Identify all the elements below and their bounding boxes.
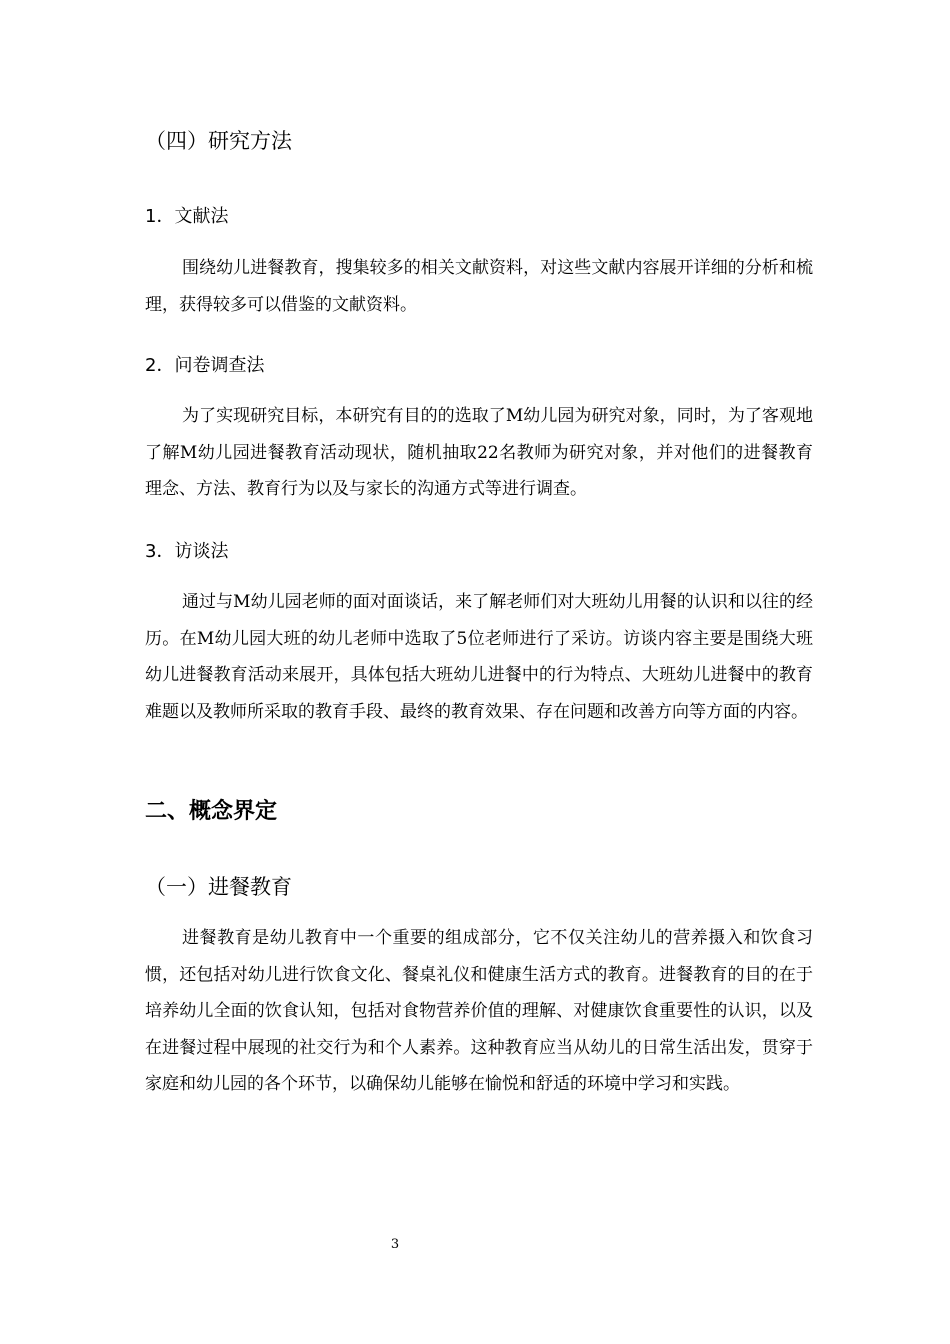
- page-number: 3: [390, 1237, 400, 1252]
- item-heading-interview-method: 3．访谈法: [145, 541, 229, 562]
- section-heading-research-methods: （四）研究方法: [145, 129, 292, 153]
- paragraph-interview-method: 通过与M幼儿园老师的面对面谈话，来了解老师们对大班幼儿用餐的认识和以往的经历。在M幼儿园大班的幼儿老师中选取了5位老师进行了采访。访谈内容主要是围绕大班幼儿进餐教育活动来展开，具体包括大班幼儿进餐中的行为特点、大班幼儿进餐中的教育难题以及教师所采取的教育手段、最终的教育效果、存在问题和改善方向等方面的内容。: [145, 592, 813, 722]
- paragraph-literature-method: 围绕幼儿进餐教育，搜集较多的相关文献资料，对这些文献内容展开详细的分析和梳理，获得较多可以借鉴的文献资料。: [145, 258, 813, 315]
- section-heading-dining-education: （一）进餐教育: [145, 875, 292, 899]
- item-heading-literature-method: 1．文献法: [145, 206, 229, 227]
- item-heading-questionnaire-method: 2．问卷调查法: [145, 355, 265, 376]
- paragraph-dining-education: 进餐教育是幼儿教育中一个重要的组成部分，它不仅关注幼儿的营养摄入和饮食习惯，还包括对幼儿进行饮食文化、餐桌礼仪和健康生活方式的教育。进餐教育的目的在于培养幼儿全面的饮食认知，包括对食物营养价值的理解、对健康饮食重要性的认识，以及在进餐过程中展现的社交行为和个人素养。这种教育应当从幼儿的日常生活出发，贯穿于家庭和幼儿园的各个环节，以确保幼儿能够在愉悦和舒适的环境中学习和实践。: [145, 928, 813, 1094]
- paragraph-questionnaire-method: 为了实现研究目标，本研究有目的的选取了M幼儿园为研究对象，同时，为了客观地了解M幼儿园进餐教育活动现状，随机抽取22名教师为研究对象，并对他们的进餐教育理念、方法、教育行为以及与家长的沟通方式等进行调查。: [145, 406, 813, 499]
- chapter-heading-concepts: 二、概念界定: [145, 799, 278, 824]
